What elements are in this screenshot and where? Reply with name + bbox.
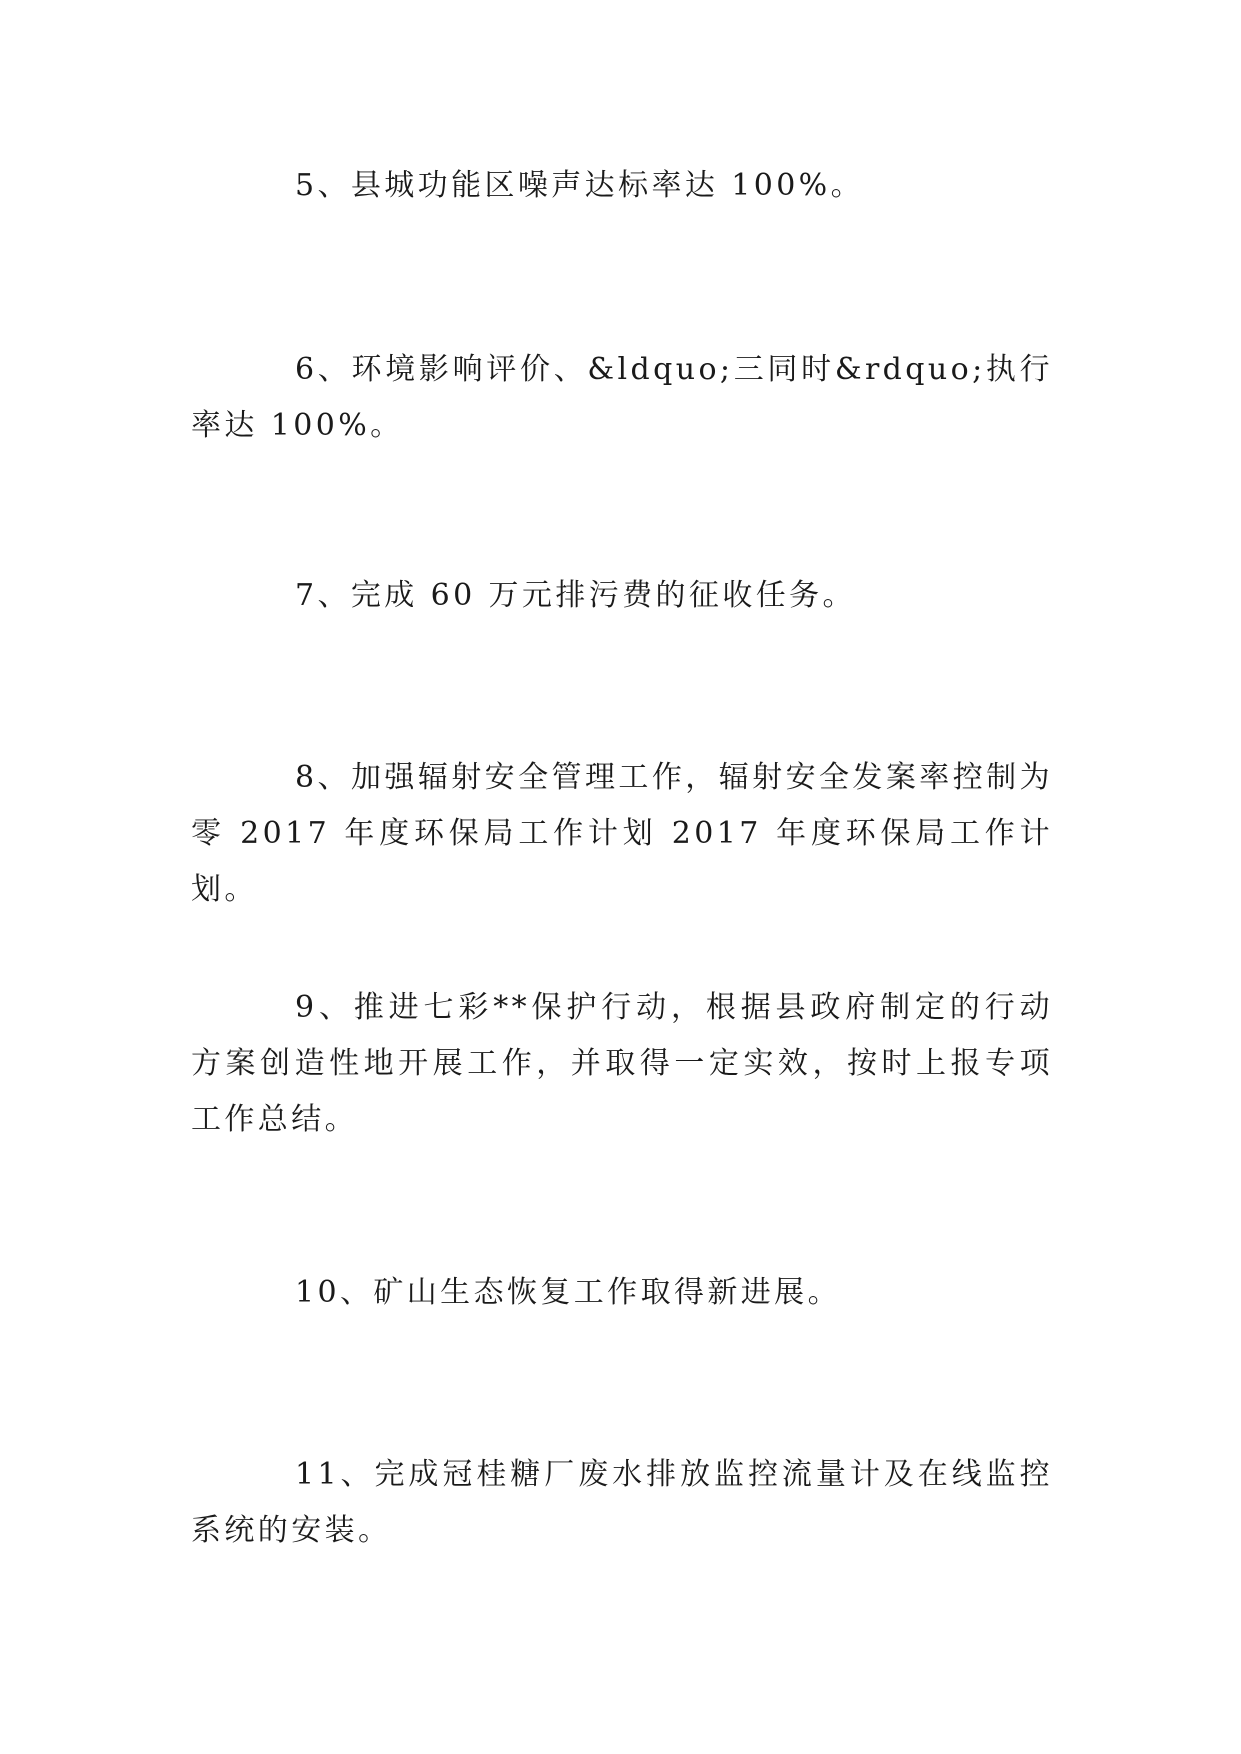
paragraph-item-8: 8、加强辐射安全管理工作，辐射安全发案率控制为零 2017 年度环保局工作计划 2017 年度环保局工作计划。	[191, 760, 1053, 907]
paragraph-item-5: 5、县城功能区噪声达标率达 100%。	[295, 168, 864, 203]
paragraph-item-6: 6、环境影响评价、&ldquo;三同时&rdquo;执行率达 100%。	[191, 352, 1053, 443]
paragraph-item-10: 10、矿山生态恢复工作取得新进展。	[295, 1275, 841, 1310]
paragraph-item-11: 11、完成冠桂糖厂废水排放监控流量计及在线监控系统的安装。	[191, 1457, 1053, 1548]
paragraph-item-9: 9、推进七彩**保护行动，根据县政府制定的行动方案创造性地开展工作，并取得一定实效，按时上报专项工作总结。	[191, 990, 1053, 1137]
paragraph-item-7: 7、完成 60 万元排污费的征收任务。	[295, 578, 856, 613]
